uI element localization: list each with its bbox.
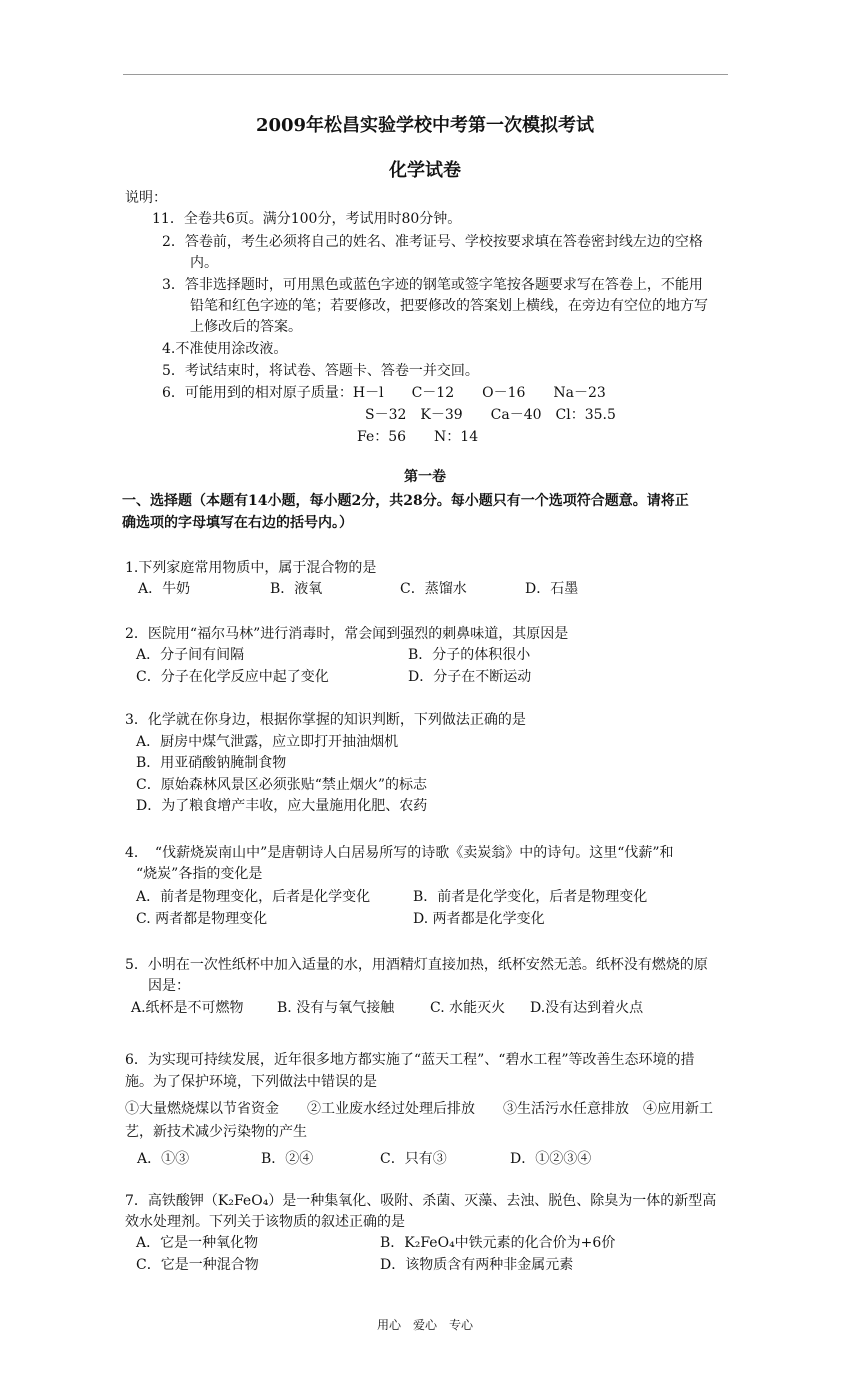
option-c: C. 两者都是物理变化 <box>136 911 268 927</box>
page-footer: 用心 爱心 专心 <box>376 1318 473 1332</box>
instruction-item: 内。 <box>190 255 218 271</box>
option-b: B. 没有与氧气接触 <box>277 1000 395 1016</box>
option-a: A．前者是物理变化，后者是化学变化 <box>136 889 371 905</box>
option-d: D．为了粮食增产丰收，应大量施用化肥、农药 <box>136 798 428 814</box>
option-b: B．用亚硝酸钠腌制食物 <box>136 755 287 771</box>
question-stem: ①大量燃烧煤以节省资金 ②工业废水经过处理后排放 ③生活污水任意排放 ④应用新工 <box>125 1101 713 1117</box>
option-b: B．液氧 <box>270 581 323 597</box>
option-d: D. 两者都是化学变化 <box>413 911 545 927</box>
option-d: D．该物质含有两种非金属元素 <box>380 1257 574 1273</box>
instruction-item: 6．可能用到的相对原子质量：H－l C－12 O－16 Na－23 <box>162 385 606 401</box>
option-a: A．厨房中煤气泄露，应立即打开抽油烟机 <box>136 734 399 750</box>
instructions-heading: 说明： <box>125 190 167 206</box>
question-stem: 效水处理剂。下列关于该物质的叙述正确的是 <box>125 1214 405 1230</box>
option-c: C. 水能灭火 <box>430 1000 506 1016</box>
option-c: C．它是一种混合物 <box>136 1257 259 1273</box>
option-b: B．前者是化学变化，后者是物理变化 <box>413 889 648 905</box>
question-stem: 1.下列家庭常用物质中，属于混合物的是 <box>125 560 377 576</box>
option-c: C．只有③ <box>380 1151 447 1167</box>
option-d: D.没有达到着火点 <box>530 1000 644 1016</box>
option-d: D．石墨 <box>525 581 579 597</box>
option-d: D．分子在不断运动 <box>408 669 532 685</box>
instruction-item: S－32 K－39 Ca－40 Cl：35.5 <box>365 407 616 423</box>
instruction-item: 11．全卷共6页。满分100分，考试用时80分钟。 <box>152 211 462 227</box>
option-a: A．它是一种氧化物 <box>136 1235 259 1251</box>
option-a: A．牛奶 <box>138 581 191 597</box>
option-b: B．分子的体积很小 <box>408 647 531 663</box>
question-stem: 艺，新技术减少污染物的产生 <box>125 1124 307 1140</box>
option-c: C．原始森林风景区必须张贴“禁止烟火”的标志 <box>136 777 428 793</box>
instruction-item: Fe：56 N：14 <box>357 429 479 445</box>
option-a: A．分子间有间隔 <box>136 647 245 663</box>
instruction-item: 上修改后的答案。 <box>190 319 302 335</box>
header-rule <box>123 74 728 75</box>
question-stem: 7．高铁酸钾（K₂FeO₄）是一种集氧化、吸附、杀菌、灭藻、去浊、脱色、除臭为一体的新型高 <box>125 1193 717 1209</box>
question-stem: 4． “伐薪烧炭南山中”是唐朝诗人白居易所写的诗歌《卖炭翁》中的诗句。这里“伐薪”和 <box>125 845 674 861</box>
option-b: B．K₂FeO₄中铁元素的化合价为+6价 <box>380 1235 616 1251</box>
question-stem: 5．小明在一次性纸杯中加入适量的水，用酒精灯直接加热，纸杯安然无恙。纸杯没有燃烧的原 <box>125 957 708 973</box>
question-stem: 6．为实现可持续发展，近年很多地方都实施了“蓝天工程”、“碧水工程”等改善生态环境的措 <box>125 1052 695 1068</box>
volume-heading: 第一卷 <box>404 469 446 485</box>
instruction-item: 2．答卷前，考生必须将自己的姓名、准考证号、学校按要求填在答卷密封线左边的空格 <box>162 234 703 250</box>
instruction-item: 4.不准使用涂改液。 <box>162 341 288 357</box>
instruction-item: 3．答非选择题时，可用黑色或蓝色字迹的钢笔或签字笔按各题要求写在答卷上，不能用 <box>162 277 703 293</box>
question-stem: “烧炭”各指的变化是 <box>136 866 263 882</box>
section-heading: 一、选择题（本题有14小题，每小题2分，共28分。每小题只有一个选项符合题意。请将正 <box>122 493 689 509</box>
option-b: B．②④ <box>261 1151 314 1167</box>
instruction-item: 铅笔和红色字迹的笔；若要修改，把要修改的答案划上横线，在旁边有空位的地方写 <box>190 298 708 314</box>
exam-subtitle: 化学试卷 <box>389 160 461 181</box>
question-stem: 施。为了保护环境，下列做法中错误的是 <box>125 1074 377 1090</box>
question-stem: 因是： <box>148 978 190 994</box>
option-d: D．①②③④ <box>510 1151 592 1167</box>
option-c: C．蒸馏水 <box>400 581 467 597</box>
option-c: C．分子在化学反应中起了变化 <box>136 669 329 685</box>
option-a: A.纸杯是不可燃物 <box>131 1000 244 1016</box>
instruction-item: 5．考试结束时，将试卷、答题卡、答卷一并交回。 <box>162 363 479 379</box>
option-a: A．①③ <box>137 1151 190 1167</box>
question-stem: 2．医院用“福尔马林”进行消毒时，常会闻到强烈的刺鼻味道，其原因是 <box>125 626 569 642</box>
section-heading: 确选项的字母填写在右边的括号内。） <box>122 515 353 531</box>
question-stem: 3．化学就在你身边，根据你掌握的知识判断，下列做法正确的是 <box>125 712 526 728</box>
exam-title: 2009年松昌实验学校中考第一次模拟考试 <box>255 115 595 136</box>
